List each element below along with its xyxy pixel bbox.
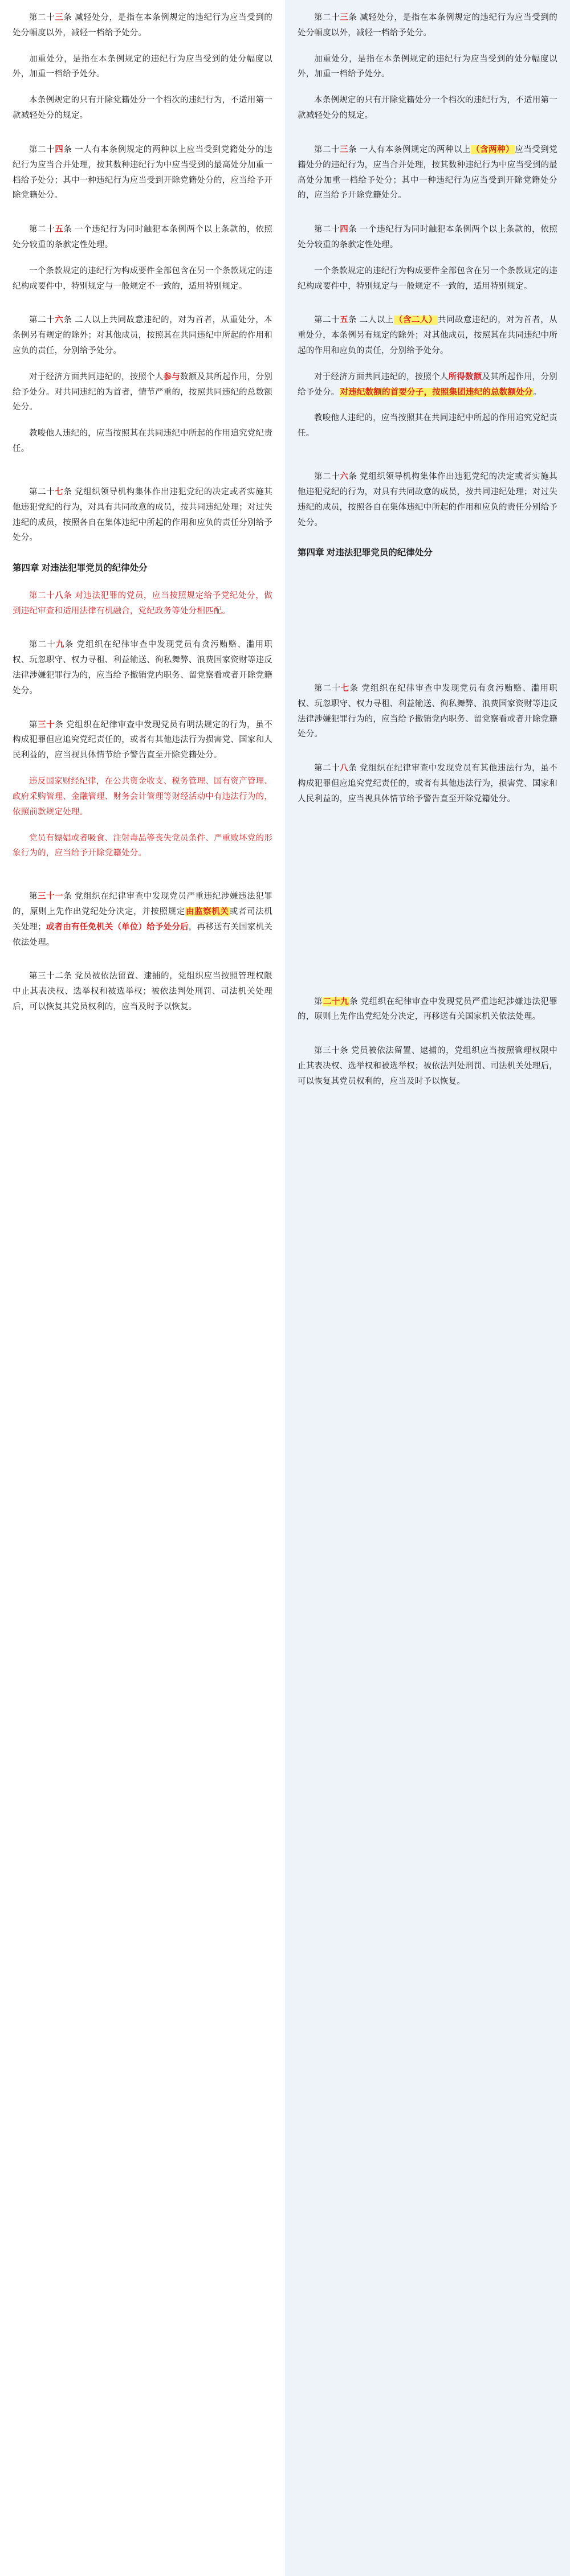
paragraph: 第二十四条 一个违纪行为同时触犯本条例两个以上条款的，依照处分较重的条款定性处理。 (298, 225, 557, 249)
spacer (13, 629, 272, 637)
inline-mark: 由监察机关 (185, 907, 229, 916)
paragraph: 第三十条 党组织在纪律审查中发现党员有明法规定的行为，虽不构成犯罪但应追究党纪责任的，或者有其他违法行为损害党、国家和人民利益的，应当视具体情节给予警告直至开除党籍处分。 (13, 720, 272, 760)
paragraph: 加重处分，是指在本条例规定的违纪行为应当受到的处分幅度以外，加重一档给予处分。 (13, 54, 272, 79)
inline-mark: 三十 (38, 720, 55, 730)
inline-mark: 七 (340, 683, 350, 693)
inline-mark: 六 (55, 316, 64, 325)
inline-mark: 对违纪数额的首要分子，按照集团违纪的总数额处分 (340, 387, 533, 397)
spacer (298, 452, 557, 469)
inline-mark: 三 (340, 145, 349, 154)
paragraph: 党员有嫖娼或者吸食、注射毒品等丧失党员条件、严重败坏党的形象行为的，应当给予开除党籍处分。 (13, 833, 272, 858)
inline-mark: 六 (340, 472, 349, 482)
spacer (13, 214, 272, 222)
spacer (298, 305, 557, 313)
inline-mark: 五 (340, 316, 349, 325)
inline-mark: 参与 (163, 372, 181, 382)
spacer (13, 305, 272, 313)
paragraph: 对于经济方面共同违纪的，按照个人所得数额及其所起作用，分别给予处分。对违纪数额的首要分子，按照集团违纪的总数额处分。 (298, 372, 557, 397)
paragraph: 教唆他人违纪的，应当按照其在共同违纪中所起的作用追究党纪责任。 (13, 429, 272, 454)
inline-mark: 所得数额 (448, 372, 482, 382)
paragraph: 第二十三条 减轻处分，是指在本条例规定的违纪行为应当受到的处分幅度以外，减轻一档给予处分。 (298, 13, 557, 38)
paragraph: 一个条款规定的违纪行为构成要件全部包含在另一个条款规定的违纪构成要件中，特别规定与一般规定不一致的，适用特别规定。 (13, 266, 272, 291)
paragraph: 一个条款规定的违纪行为构成要件全部包含在另一个条款规定的违纪构成要件中，特别规定与一般规定不一致的，适用特别规定。 (298, 266, 557, 291)
inline-mark: （含两种） (471, 145, 515, 154)
inline-mark: 三 (340, 13, 349, 22)
paragraph: 第二十七条 党组织领导机构集体作出违犯党纪的决定或者实施其他违犯党纪的行为，对具有共同故意的成员，按共同违纪处理；对过失违纪的成员，按照各自在集体违纪中所起的作用和应负的责任分别给予处分。 (13, 487, 272, 543)
paragraph: 第二十九条 党组织在纪律审查中发现党员严重违纪涉嫌违法犯罪的，原则上先作出党纪处分决定，再移送有关国家机关依法处理。 (298, 997, 557, 1022)
spacer (13, 468, 272, 485)
spacer (298, 753, 557, 761)
paragraph: 本条例规定的只有开除党籍处分一个档次的违纪行为，不适用第一款减轻处分的规定。 (13, 96, 272, 121)
right-column-original (285, 0, 570, 2576)
spacer (298, 1035, 557, 1043)
spacer (298, 134, 557, 142)
paragraph: 第二十八条 对违法犯罪的党员，应当按照规定给予党纪处分，做到违纪审查和适用法律有机融合，党纪政务等处分相匹配。 (13, 591, 272, 616)
inline-mark: 四 (340, 225, 349, 235)
inline-mark: 七 (55, 487, 64, 497)
paragraph: 第二十九条 党组织在纪律审查中发现党员有贪污贿赂、滥用职权、玩忽职守、权力寻租、利益输送、徇私舞弊、浪费国家资财等违反法律涉嫌犯罪行为的，应当给予撤销党内职务、留党察看或者开除党籍处分。 (13, 640, 273, 695)
paragraph: 第二十三条 一人有本条例规定的两种以上（含两种）应当受到党籍处分的违纪行为，应当合并处理，按其数种违纪行为中应当受到的最高处分加重一档给予处分；其中一种违纪行为应当受到开除党籍处分的，应当给予开除党籍处分。 (298, 145, 558, 200)
paragraph: 本条例规定的只有开除党籍处分一个档次的违纪行为，不适用第一款减轻处分的规定。 (298, 96, 557, 121)
paragraph: 第三十一条 党组织在纪律审查中发现党员严重违纪涉嫌违法犯罪的，原则上先作出党纪处分决定，并按照规定由监察机关或者司法机关处理；或者由有任免机关（单位）给予处分后，再移送有关国家机关依法处理。 (13, 892, 273, 947)
spacer (298, 886, 557, 994)
paragraph: 第二十八条 党组织在纪律审查中发现党员有其他违法行为，虽不构成犯罪但应追究党纪责任的，或者有其他违法行为，损害党、国家和人民利益的，应当视具体情节给予警告直至开除党籍处分。 (298, 764, 557, 804)
paragraph: 违反国家财经纪律，在公共资金收支、税务管理、国有资产管理、政府采购管理、金融管理、财务会计管理等财经活动中有违法行为的，依照前款规定处理。 (13, 777, 272, 817)
paragraph: 第二十四条 一人有本条例规定的两种以上应当受到党籍处分的违纪行为应当合并处理，按其数种违纪行为中应当受到的最高处分加重一档给予处分；其中一种违纪行为应当受到开除党籍处分的，应当给予开除党籍处分。 (13, 145, 272, 200)
paragraph: 第三十二条 党员被依法留置、逮捕的，党组织应当按照管理权限中止其表决权、选举权和被选举权；被依法判处刑罚、司法机关处理后，可以恢复其党员权利的，应当及时予以恢复。 (13, 972, 272, 1012)
spacer (298, 818, 557, 886)
inline-mark: 四 (55, 145, 64, 154)
paragraph: 第二十六条 二人以上共同故意违纪的，对为首者，从重处分，本条例另有规定的除外；对其他成员，按照其在共同违纪中所起的作用和应负的责任，分别给予处分。 (13, 316, 272, 355)
paragraph: 第三十条 党员被依法留置、逮捕的，党组织应当按照管理权限中止其表决权、选举权和被选举权；被依法判处刑罚、司法机关处理后，可以恢复其党员权利的，应当及时予以恢复。 (298, 1046, 557, 1086)
paragraph: 加重处分，是指在本条例规定的违纪行为应当受到的处分幅度以外，加重一档给予处分。 (298, 54, 557, 79)
inline-mark: 三十一 (38, 892, 64, 902)
spacer (13, 710, 272, 718)
paragraph: 第二十三条 减轻处分，是指在本条例规定的违纪行为应当受到的处分幅度以外，减轻一档给予处分。 (13, 13, 272, 38)
paragraph: 第二十五条 二人以上（含二人）共同故意违纪的，对为首者，从重处分，本条例另有规定的除外；对其他成员，按照其在共同违纪中所起的作用和应负的责任，分别给予处分。 (298, 316, 557, 355)
spacer (298, 573, 557, 681)
inline-mark: 三 (55, 13, 64, 22)
paragraph: 第二十五条 一个违纪行为同时触犯本条例两个以上条款的，依照处分较重的条款定性处理。 (13, 225, 272, 249)
paragraph: 第二十六条 党组织领导机构集体作出违犯党纪的决定或者实施其他违犯党纪的行为，对具有共同故意的成员，按共同违纪处理；对过失违纪的成员，按照各自在集体违纪中所起的作用和应负的责任分别给予处分。 (298, 472, 557, 527)
chapter-heading: 第四章 对违法犯罪党员的纪律处分 (13, 563, 148, 574)
inline-mark: 二十九 (323, 997, 349, 1006)
inline-mark: 或者由有任免机关（单位）给予处分后 (46, 922, 189, 932)
spacer (13, 134, 272, 142)
inline-mark: 九 (55, 640, 65, 650)
inline-mark: 八 (340, 764, 349, 773)
chapter-heading: 第四章 对违法犯罪党员的纪律处分 (298, 548, 433, 558)
paragraph: 教唆他人违纪的，应当按照其在共同违纪中所起的作用追究党纪责任。 (298, 413, 557, 439)
paragraph: 对于经济方面共同违纪的，按照个人参与数额及其所起作用，分别给予处分。对共同违纪的为首者，情节严重的，按照共同违纪的总数额处分。 (13, 372, 272, 412)
paragraph: 第二十七条 党组织在纪律审查中发现党员有贪污贿赂、滥用职权、玩忽职守、权力寻租、利益输送、徇私舞弊、浪费国家资财等违反法律涉嫌犯罪行为的，应当给予撤销党内职务、留党察看或者开除党籍处分。 (298, 683, 558, 739)
inline-mark: 八 (55, 591, 64, 600)
inline-mark: （含二人） (394, 316, 437, 325)
spacer (13, 961, 272, 969)
spacer (13, 872, 272, 889)
spacer (298, 214, 557, 222)
inline-mark: 五 (55, 225, 64, 235)
